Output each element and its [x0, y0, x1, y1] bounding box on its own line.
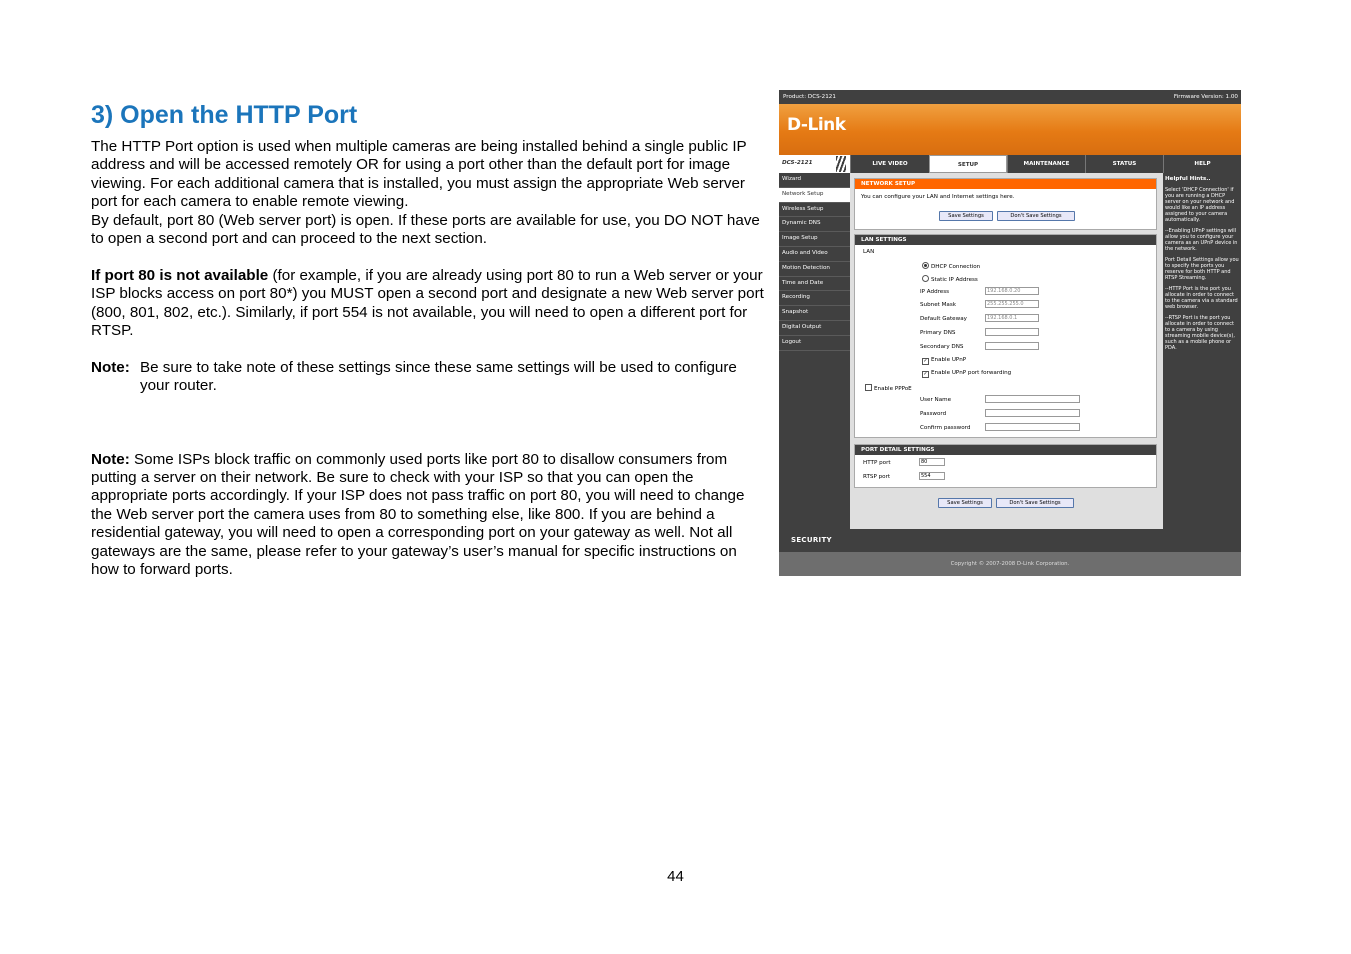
lan-label: LAN	[863, 249, 875, 255]
ip-address-field[interactable]: 192.168.0.20	[985, 287, 1039, 295]
http-port-field[interactable]: 80	[919, 458, 945, 466]
static-ip-option[interactable]: Static IP Address	[922, 275, 978, 283]
note-isp-text: Some ISPs block traffic on commonly used ports like port 80 to disallow consumers from putting a server on their network. Be sure to check with your ISP so that you can open the appropriate ports accordingly. If your ISP does not pass traffic on port 80, you will need to change the Web server port the camera uses from 80 to something else, like 800. If you are behind a residential gateway, you will need to open a corresponding port on your gateway as well. Not all gateways are the same, please refer to your gateway’s user’s manual for specific instructions on how to forward ports.	[91, 450, 745, 579]
hint-item: --RTSP Port is the port you allocate in order to connect to a camera by using streaming mobile device(s), such as a mobile phone or PDA.	[1165, 315, 1235, 351]
rtsp-port-field[interactable]: 554	[919, 472, 945, 480]
static-radio[interactable]	[922, 275, 929, 282]
tab-setup[interactable]: SETUP	[929, 155, 1007, 173]
confirm-password-field[interactable]	[985, 423, 1080, 431]
model-label: DCS-2121	[779, 155, 850, 173]
dhcp-option[interactable]: DHCP Connection	[922, 262, 980, 270]
upnp-forwarding-checkbox[interactable]: ✓	[923, 371, 928, 377]
security-bar	[779, 529, 1241, 552]
tab-help[interactable]: HELP	[1163, 155, 1241, 173]
sidebar-item-logout[interactable]: Logout	[779, 336, 850, 351]
product-bar	[779, 90, 1241, 104]
hint-item: Select 'DHCP Connection' if you are running a DHCP server on your network and would like an IP address assigned to your camera automatically.	[1165, 187, 1235, 223]
sidebar-item-motion-detection[interactable]: Motion Detection	[779, 262, 850, 277]
password-field[interactable]	[985, 409, 1080, 417]
sidebar-item-image-setup[interactable]: Image Setup	[779, 232, 850, 247]
helpful-hints-panel	[1163, 173, 1241, 529]
primary-dns-label: Primary DNS	[920, 330, 956, 336]
tab-status[interactable]: STATUS	[1085, 155, 1163, 173]
sidebar-item-dynamic-dns[interactable]: Dynamic DNS	[779, 217, 850, 232]
note-label: Note:	[91, 358, 130, 376]
main-tabs	[779, 155, 1241, 173]
upnp-checkbox[interactable]: ✓	[923, 358, 928, 364]
default-gateway-label: Default Gateway	[920, 316, 967, 322]
note-router	[91, 359, 767, 396]
confirm-password-label: Confirm password	[920, 425, 971, 431]
lan-settings-panel	[854, 234, 1157, 438]
sidebar-item-time-date[interactable]: Time and Date	[779, 277, 850, 292]
page-heading: 3) Open the HTTP Port	[91, 101, 358, 129]
enable-upnp-option[interactable]: ✓ Enable UPnP	[923, 357, 967, 364]
subnet-mask-label: Subnet Mask	[920, 302, 957, 308]
port80-lead: If port 80 is not available	[91, 266, 269, 284]
port-detail-panel	[854, 444, 1157, 488]
port80-paragraph	[91, 267, 767, 341]
sidebar-item-digital-output[interactable]: Digital Output	[779, 321, 850, 336]
dlink-setup-screenshot	[779, 90, 1241, 576]
pppoe-checkbox[interactable]	[865, 384, 872, 391]
dont-save-settings-button-bottom[interactable]: Don't Save Settings	[996, 498, 1074, 508]
hint-item: Port Detail Settings allow you to specify the ports you reserve for both HTTP and RTSP Streaming.	[1165, 257, 1239, 281]
secondary-dns-field[interactable]	[985, 342, 1039, 350]
user-name-label: User Name	[920, 397, 952, 403]
enable-pppoe-option[interactable]: Enable PPPoE	[865, 384, 912, 392]
note-text: Be sure to take note of these settings since these same settings will be used to configure your router.	[140, 358, 737, 395]
sidebar-item-network-setup[interactable]: Network Setup	[779, 188, 850, 203]
product-label: Product: DCS-2121	[783, 94, 836, 100]
hint-item: --HTTP Port is the port you allocate in order to connect to the camera via a standard web browser.	[1165, 286, 1238, 310]
intro-paragraph-2: By default, port 80 (Web server port) is open. If these ports are available for use, you DO NOT have to open a second port and can proceed to the next section.	[91, 211, 760, 248]
hints-title: Helpful Hints..	[1165, 176, 1211, 182]
hint-item: --Enabling UPnP settings will allow you to configure your camera as an UPnP device in the network.	[1165, 228, 1238, 252]
dhcp-radio[interactable]	[922, 262, 929, 269]
password-label: Password	[920, 411, 947, 417]
document-body	[91, 100, 767, 580]
user-name-field[interactable]	[985, 395, 1080, 403]
setup-sidebar	[779, 173, 850, 529]
sidebar-item-audio-video[interactable]: Audio and Video	[779, 247, 850, 262]
brand-banner	[779, 104, 1241, 155]
sidebar-item-wizard[interactable]: Wizard	[779, 173, 850, 188]
enable-upnp-forwarding-option[interactable]: ✓ Enable UPnP port forwarding	[923, 370, 1012, 377]
firmware-label: Firmware Version: 1.00	[1173, 94, 1238, 100]
ip-address-label: IP Address	[920, 289, 950, 295]
rtsp-port-label: RTSP port	[863, 474, 891, 480]
save-settings-button-top[interactable]: Save Settings	[939, 211, 993, 221]
save-settings-button-bottom[interactable]: Save Settings	[938, 498, 992, 508]
dont-save-settings-button-top[interactable]: Don't Save Settings	[997, 211, 1075, 221]
primary-dns-field[interactable]	[985, 328, 1039, 336]
port80-text: (for example, if you are already using port 80 to run a Web server or your ISP blocks access on port 80*) you MUST open a second port and designate a new Web server port (800, 801, 802, etc.). Similarly, if port 554 is not available, you will need to open a different port for RTSP.	[91, 266, 764, 340]
tab-live-video[interactable]: LIVE VIDEO	[850, 155, 929, 173]
intro-paragraph-1: The HTTP Port option is used when multiple cameras are being installed behind a single public IP address and will be accessed remotely OR for using a port other than the default port for image viewing. For each additional camera that is installed, you must assign the appropriate Web server port for each camera to enable remote viewing.	[91, 138, 747, 211]
tab-maintenance[interactable]: MAINTENANCE	[1007, 155, 1085, 173]
security-label: SECURITY	[791, 536, 832, 544]
dlink-logo: D-Link	[787, 115, 846, 135]
note-isp-label: Note:	[91, 450, 130, 468]
sidebar-item-snapshot[interactable]: Snapshot	[779, 306, 850, 321]
sidebar-item-recording[interactable]: Recording	[779, 291, 850, 306]
http-port-label: HTTP port	[863, 460, 891, 466]
setup-content	[850, 173, 1163, 529]
page-number: 44	[667, 868, 684, 885]
port-detail-title: PORT DETAIL SETTINGS	[855, 445, 1156, 455]
copyright-text: Copyright © 2007-2008 D-Link Corporation.	[779, 552, 1241, 576]
subnet-mask-field[interactable]: 255.255.255.0	[985, 300, 1039, 308]
note-isp	[91, 451, 767, 580]
sidebar-item-wireless-setup[interactable]: Wireless Setup	[779, 203, 850, 218]
default-gateway-field[interactable]: 192.168.0.1	[985, 314, 1039, 322]
network-setup-title: NETWORK SETUP	[855, 179, 1156, 189]
lan-settings-title: LAN SETTINGS	[855, 235, 1156, 245]
secondary-dns-label: Secondary DNS	[920, 344, 964, 350]
network-setup-panel	[854, 178, 1157, 230]
network-setup-desc: You can configure your LAN and Internet settings here.	[861, 194, 1015, 200]
